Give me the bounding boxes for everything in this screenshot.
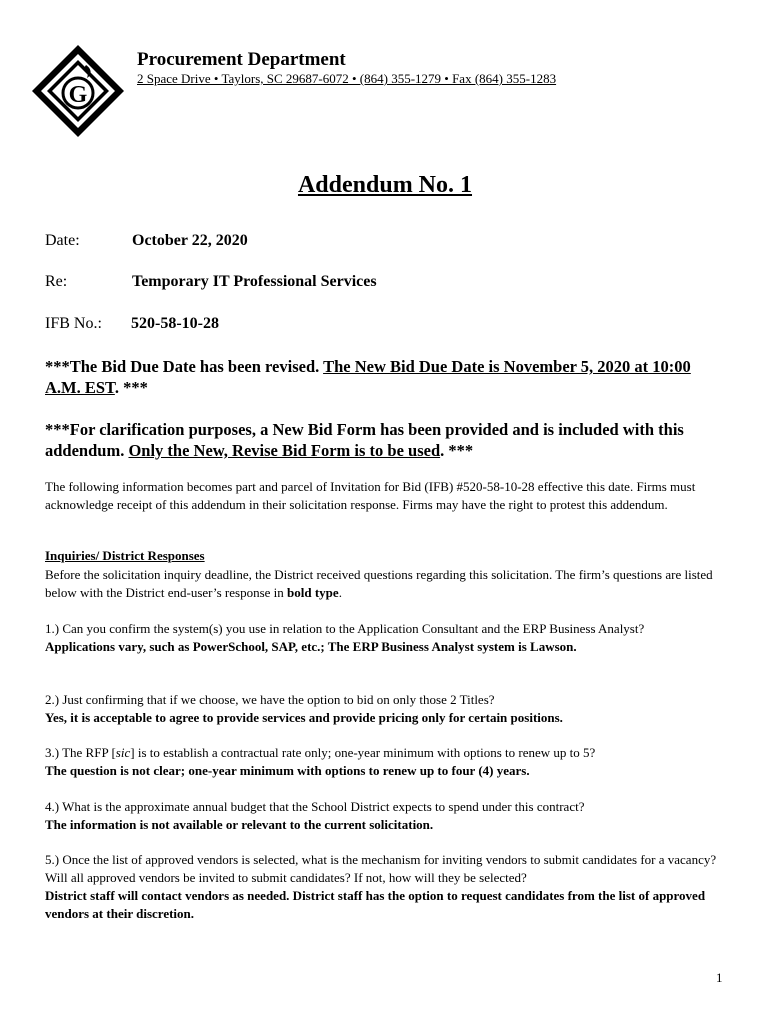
question-1: 1.) Can you confirm the system(s) you use in relation to the Application Consultant and the ERP Business Analyst?	[45, 621, 645, 636]
district-logo	[30, 43, 126, 139]
department-name: Procurement Department	[137, 49, 346, 70]
question-3: 3.) The RFP [sic] is to establish a contractual rate only; one-year minimum with options to renew up to 5?	[45, 745, 596, 760]
answer-5: District staff will contact vendors as needed. District staff has the option to request candidates from the list of approved vendors at their discretion.	[45, 888, 706, 921]
inquiries-intro: Before the solicitation inquiry deadline, the District received questions regarding this solicitation. The firm’s questions are listed below with the District end-user’s response in bold type.	[45, 567, 713, 600]
answer-2: Yes, it is acceptable to agree to provide services and provide pricing only for certain positions.	[45, 710, 563, 725]
qa-item-3	[45, 744, 725, 780]
qa-item-2	[45, 691, 725, 727]
inquiries-heading: Inquiries/ District Responses	[45, 548, 205, 563]
question-5: 5.) Once the list of approved vendors is selected, what is the mechanism for inviting vendors to submit candidates for a vacancy? Will all approved vendors be invited to submit candidates? If not, how will they be selected?	[45, 852, 717, 885]
bid-form-notice: ***For clarification purposes, a New Bid Form has been provided and is included with this addendum. Only the New, Revise Bid Form is to be used. ***	[45, 420, 684, 460]
qa-item-4	[45, 798, 725, 834]
svg-text:G: G	[68, 82, 88, 108]
question-4: 4.) What is the approximate annual budget that the School District expects to spend under this contract?	[45, 799, 585, 814]
ifb-label: IFB No.:	[45, 315, 102, 332]
date-label: Date:	[45, 232, 80, 249]
re-label: Re:	[45, 273, 68, 290]
ifb-value: 520-58-10-28	[131, 315, 219, 332]
answer-4: The information is not available or relevant to the current solicitation.	[45, 817, 434, 832]
question-2: 2.) Just confirming that if we choose, we have the option to bid on only those 2 Titles?	[45, 692, 495, 707]
answer-1: Applications vary, such as PowerSchool, SAP, etc.; The ERP Business Analyst system is Lawson.	[45, 639, 577, 654]
answer-3: The question is not clear; one-year minimum with options to renew up to four (4) years.	[45, 763, 530, 778]
qa-item-1	[45, 620, 725, 656]
date-value: October 22, 2020	[132, 232, 248, 249]
re-value: Temporary IT Professional Services	[132, 273, 377, 290]
intro-paragraph: The following information becomes part and parcel of Invitation for Bid (IFB) #520-58-10-28 effective this date. Firms must acknowledge receipt of this addendum in their solicitation response. Firms may have the right to protest this addendum.	[45, 479, 696, 512]
page-number: 1	[716, 970, 723, 985]
qa-item-5	[45, 851, 725, 923]
department-address: 2 Space Drive • Taylors, SC 29687-6072 • (864) 355-1279 • Fax (864) 355-1283	[137, 71, 557, 86]
bid-due-date-notice: ***The Bid Due Date has been revised. The New Bid Due Date is November 5, 2020 at 10:00 A.M. EST. ***	[45, 357, 691, 397]
document-title: Addendum No. 1	[297, 172, 473, 198]
